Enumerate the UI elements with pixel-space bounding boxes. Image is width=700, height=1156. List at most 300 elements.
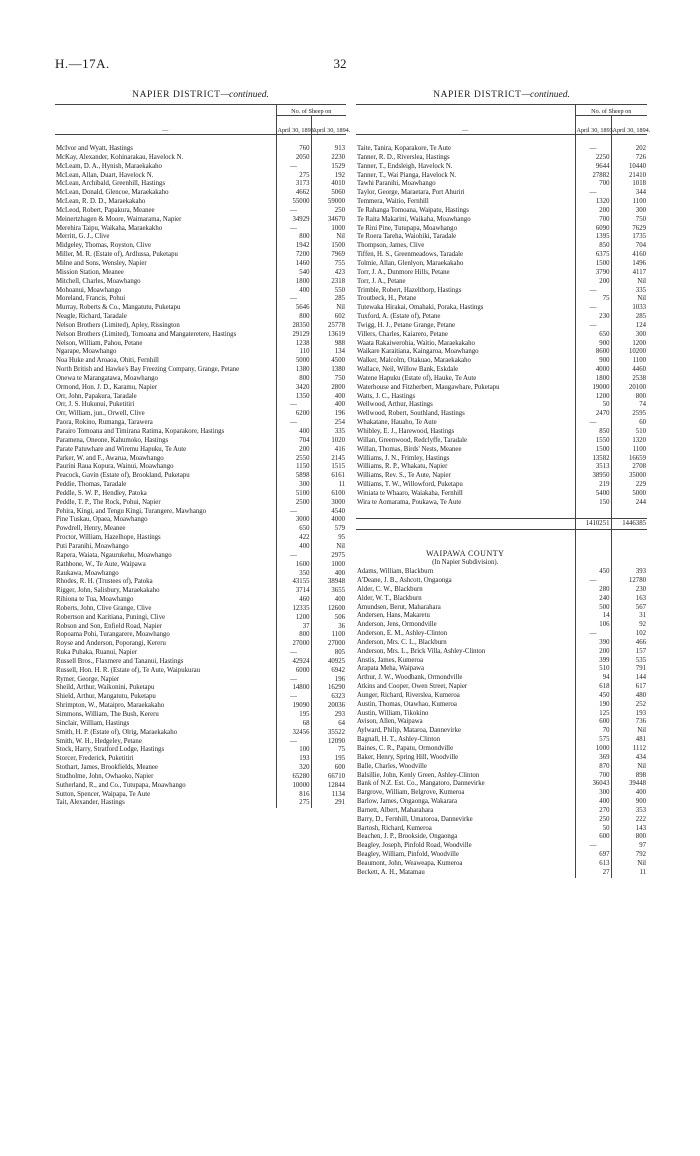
- table-row: [55, 189, 346, 198]
- table-row: [356, 710, 647, 719]
- sheep-count-1894: 481: [635, 736, 646, 744]
- table-row: [55, 366, 346, 375]
- sheep-count-1894: 416: [334, 445, 345, 453]
- owner-name: A'Deane, J. B., Ashcott, Ongaonga: [357, 576, 452, 584]
- sheep-count-1893: 5646: [276, 304, 311, 313]
- owner-name: Storcer, Frederick, Puketitiri: [56, 755, 134, 763]
- sheep-count-1894: 157: [635, 647, 646, 655]
- table-row: [55, 799, 346, 808]
- owner-name: Waterhouse and Fitzherbert, Maugawhare, Puketapu: [357, 383, 500, 391]
- table-row: [356, 322, 647, 331]
- sheep-count-1893: —: [276, 207, 311, 216]
- sheep-count-1894: 12090: [328, 737, 345, 745]
- owner-name: Mitchell, Charles, Moawhango: [56, 277, 141, 285]
- sheep-count-1894: 97: [639, 842, 646, 850]
- sheep-count-1894: 250: [334, 206, 345, 214]
- table-row: [356, 437, 647, 446]
- owner-name: McLean, Allan, Duart, Havelock N.: [56, 171, 154, 179]
- sheep-count-1894: 12844: [328, 781, 345, 789]
- document-reference: H.—17A.: [55, 56, 110, 71]
- sheep-count-1893: 1550: [575, 437, 611, 446]
- sheep-count-1893: 38950: [575, 472, 611, 481]
- table-row: [356, 225, 647, 234]
- sheep-count-1894: 293: [334, 711, 345, 718]
- owner-name: Willan, Thomas, Birds' Nests, Meanee: [357, 445, 462, 453]
- right-table-body: [356, 135, 647, 508]
- table-row: [356, 251, 647, 260]
- table-row: [356, 242, 647, 251]
- owner-name: Williams, J. N., Frimley, Hastings: [357, 454, 450, 462]
- sheep-count-1894: 36: [338, 622, 345, 630]
- sheep-count-1894: Nil: [637, 277, 646, 285]
- owner-name: Beckett, A. H., Matamau: [357, 868, 425, 876]
- table-row: [356, 233, 647, 242]
- sheep-count-1893: 150: [575, 499, 611, 508]
- sheep-count-1893: —: [276, 676, 311, 685]
- table-row: [356, 145, 647, 154]
- owner-name: Parate Patuwhare and Wiremu Hapuku, Te Aute: [56, 445, 187, 453]
- table-row: [55, 490, 346, 499]
- left-table-body: [55, 135, 346, 809]
- right-sheep-table: [356, 104, 651, 878]
- owner-name: Temmera, Waitio, Fernhill: [357, 198, 429, 206]
- page-header: [55, 56, 625, 74]
- sheep-count-1894: 434: [635, 753, 646, 761]
- sheep-count-1893: 2500: [276, 499, 311, 508]
- owner-name: McLeam, D. A., Hynish, Maraekakaho: [56, 162, 162, 170]
- owner-name: Robertson and Karitiana, Puningi, Clive: [56, 613, 166, 621]
- table-row: [55, 649, 346, 658]
- sheep-count-1893: —: [276, 508, 311, 517]
- owner-name: Miller, M. R. (Estate of), Ardlussa, Puketapu: [56, 251, 178, 259]
- table-row: [356, 692, 647, 701]
- table-row: [55, 384, 346, 393]
- owner-name: Studholme, John, Owhaoko, Napier: [56, 772, 154, 780]
- owner-name: Alder, W. T., Blackburn: [357, 594, 422, 602]
- owner-name: Raukawa, Moawhango: [56, 569, 119, 577]
- table-row: [356, 472, 647, 481]
- sheep-count-1893: 3000: [276, 516, 311, 525]
- table-row: [356, 499, 647, 508]
- sheep-count-1894: 1100: [632, 445, 646, 453]
- owner-name: Ngarape, Moawhango: [56, 348, 117, 356]
- sheep-count-1893: 190: [575, 701, 611, 710]
- owner-name: Shrimpton, W., Mataipro, Maraekakaho: [56, 702, 165, 710]
- table-row: [356, 278, 647, 287]
- sheep-count-1894: 2318: [331, 277, 345, 285]
- table-row: [55, 357, 346, 366]
- sheep-count-1894: 4160: [632, 251, 646, 259]
- table-row: [55, 481, 346, 490]
- owner-name: Pehira, Kingi, and Tengu Kingi, Turangere, Mawhango: [56, 507, 207, 515]
- year-1893-header: April 30, 1893.: [276, 116, 311, 135]
- owner-name: Ruka Puhaka, Ruanui, Napier: [56, 649, 137, 657]
- owner-name: Beagley, Joseph, Pinfold Road, Woodville: [357, 842, 472, 850]
- owner-name: Barnett, Albert, Maharahara: [357, 806, 434, 814]
- sheep-count-1894: 506: [334, 613, 345, 621]
- sheep-count-1893: 4662: [276, 189, 311, 198]
- table-row: [55, 154, 346, 163]
- owner-name: Orr, William, jun., Orwell, Clive: [56, 410, 145, 418]
- sheep-count-1894: 11: [338, 481, 345, 489]
- table-row: [356, 674, 647, 683]
- table-row: [356, 780, 647, 789]
- sheep-count-1894: 535: [635, 656, 646, 664]
- sheep-count-1893: —: [276, 738, 311, 747]
- sheep-count-1893: 618: [575, 683, 611, 692]
- owner-name: Atkins and Cooper, Owen Street, Napier: [357, 683, 468, 691]
- sheep-count-1894: 1100: [632, 357, 646, 365]
- total-row: [356, 518, 647, 530]
- owner-name: Noa Huke and Aroaoa, Ohiti, Fernhill: [56, 357, 159, 365]
- sheep-count-1893: 125: [575, 710, 611, 719]
- owner-name: Villers, Charles, Kaiarero, Petane: [357, 330, 448, 338]
- table-row: [356, 154, 647, 163]
- sheep-count-1894: 192: [334, 171, 345, 179]
- owner-name: Watene Hapuku (Estate of), Hauke, Te Aute: [357, 374, 477, 382]
- sheep-count-1893: —: [575, 189, 611, 198]
- sheep-count-1894: 1112: [632, 745, 646, 752]
- table-row: [356, 481, 647, 490]
- sheep-count-1893: 2470: [575, 410, 611, 419]
- owner-name: Murray, Roberts & Co., Mangatutu, Puketapu: [56, 304, 181, 312]
- total-1893: 1410251: [575, 518, 611, 530]
- owner-name: Torr, J. A., Dunmore Hills, Petane: [357, 268, 450, 276]
- sheep-count-1894: 39448: [629, 780, 646, 788]
- district-name: NAPIER DISTRICT: [433, 90, 522, 100]
- table-row: [356, 269, 647, 278]
- table-row: [356, 665, 647, 674]
- sheep-count-1893: —: [575, 287, 611, 296]
- owner-name: Andersen, Hans, Makaretu: [357, 612, 430, 620]
- sheep-count-1893: —: [575, 577, 611, 586]
- sheep-count-header: No. of Sheep on: [575, 105, 647, 116]
- sheep-count-1894: 31: [639, 612, 646, 620]
- table-row: [356, 648, 647, 657]
- sheep-count-1893: 650: [276, 525, 311, 534]
- table-row: [356, 860, 647, 869]
- sheep-count-1894: 252: [635, 700, 646, 708]
- table-row: [55, 782, 346, 791]
- owner-name: Russell Bros., Flaxmere and Tananui, Hastings: [56, 657, 184, 665]
- table-row: [55, 764, 346, 773]
- sheep-count-1894: 1134: [331, 790, 345, 798]
- table-row: [55, 746, 346, 755]
- sheep-count-1893: 1500: [575, 446, 611, 455]
- sheep-count-1894: 196: [334, 675, 345, 683]
- owner-name: Rymer, George, Napier: [56, 675, 120, 683]
- owner-name: Baker, Henry, Spring Hill, Woodville: [357, 753, 459, 761]
- sheep-count-1894: 4000: [331, 516, 345, 524]
- owner-name: Shield, Arthur, Mangatutu, Puketapu: [56, 693, 156, 701]
- sheep-count-1893: 1238: [276, 340, 311, 349]
- sheep-count-1893: 1500: [575, 260, 611, 269]
- table-row: [55, 455, 346, 464]
- table-row: [356, 825, 647, 834]
- sheep-count-1893: 2050: [276, 154, 311, 163]
- table-row: [55, 393, 346, 402]
- table-row: [55, 755, 346, 764]
- sheep-count-1894: 1200: [632, 339, 646, 347]
- county-subtitle-row: [356, 559, 647, 568]
- owner-name: Stock, Harry, Stratford Lodge, Hastings: [56, 746, 165, 754]
- sheep-count-1894: 27000: [328, 640, 345, 648]
- table-row: [356, 807, 647, 816]
- sheep-count-1894: 3000: [331, 498, 345, 506]
- sheep-count-1893: 320: [276, 764, 311, 773]
- owner-name: McIvor and Wyatt, Hastings: [56, 145, 133, 152]
- sheep-count-1894: 20036: [328, 702, 345, 710]
- owner-name: McLean, Donald, Glencoe, Maraekakaho: [56, 189, 169, 197]
- sheep-count-1894: 393: [635, 568, 646, 576]
- sheep-count-header: No. of Sheep on: [276, 105, 346, 116]
- table-row: [356, 869, 647, 878]
- owner-name: Beachen, J. P., Brookside, Ongaonga: [357, 833, 458, 841]
- table-row: [55, 216, 346, 225]
- owner-column-header: —: [356, 105, 575, 135]
- owner-name: Nelson Brothers (Limited), Tomoana and Mangateretere, Hastings: [56, 330, 237, 338]
- owner-name: Milne and Sons, Wensley, Napier: [56, 259, 147, 267]
- table-row: [55, 251, 346, 260]
- table-row: [356, 366, 647, 375]
- sheep-count-1894: 550: [334, 286, 345, 294]
- owner-name: Beagley, William, Pinfold, Woodville: [357, 851, 459, 859]
- sheep-count-1894: 6100: [331, 489, 345, 497]
- sheep-count-1893: 3173: [276, 180, 311, 189]
- owner-name: Barlow, James, Ongaonga, Wakarara: [357, 798, 458, 806]
- sheep-count-1894: 222: [635, 815, 646, 823]
- table-row: [356, 172, 647, 181]
- sheep-count-1894: 423: [334, 268, 345, 276]
- sheep-count-1893: 110: [276, 348, 311, 357]
- sheep-count-1893: 280: [575, 586, 611, 595]
- owner-name: Williams, Rev. S., Te Aute, Napier: [357, 472, 451, 480]
- sheep-count-1893: 5100: [276, 490, 311, 499]
- sheep-count-1894: 4010: [331, 180, 345, 188]
- sheep-count-1894: 230: [635, 585, 646, 593]
- sheep-count-1893: 1200: [575, 393, 611, 402]
- sheep-count-1893: 850: [575, 428, 611, 437]
- owner-name: Avison, Allen, Waipawa: [357, 718, 423, 726]
- owner-name: Whibley, E. J., Harewood, Hastings: [357, 428, 455, 435]
- table-row: [356, 798, 647, 807]
- sheep-count-1893: 300: [575, 789, 611, 798]
- sheep-count-1893: 6200: [276, 410, 311, 419]
- sheep-count-1894: 335: [334, 428, 345, 435]
- sheep-count-1894: 4540: [331, 507, 345, 515]
- sheep-count-1894: Nil: [637, 727, 646, 735]
- sheep-count-1893: 270: [575, 807, 611, 816]
- sheep-count-1894: 16659: [629, 454, 646, 462]
- table-row: [55, 410, 346, 419]
- sheep-count-1894: 195: [334, 755, 345, 763]
- owner-name: Watts, J. C., Hastings: [357, 392, 416, 400]
- sheep-count-1894: 1529: [331, 162, 345, 170]
- owner-name: Anderson, Mrs. C. L., Blackburn: [357, 638, 447, 646]
- owner-name: Smith, H. P. (Estate of), Olrig, Maraekakaho: [56, 728, 177, 736]
- sheep-count-1893: 55000: [276, 198, 311, 207]
- sheep-count-1893: 200: [575, 207, 611, 216]
- owner-name: Thompson, James, Clive: [357, 242, 425, 250]
- sheep-count-1894: 704: [635, 242, 646, 250]
- sheep-count-1893: 6000: [276, 667, 311, 676]
- sheep-count-1894: 6942: [331, 666, 345, 674]
- owner-name: Stothart, James, Brookfields, Meanee: [56, 764, 158, 772]
- sheep-count-1894: 134: [334, 348, 345, 356]
- sheep-count-1894: 805: [334, 649, 345, 657]
- page-number: 32: [333, 56, 347, 71]
- owner-name: Whakatane, Hauaho, Te Aute: [357, 419, 437, 427]
- owner-name: Tait, Alexander, Hastings: [56, 799, 125, 807]
- sheep-count-1894: 567: [635, 603, 646, 611]
- owner-name: McLean, Archibald, Greenhill, Hastings: [56, 180, 166, 188]
- sheep-count-1894: 25778: [328, 321, 345, 329]
- total-1894: 1446385: [611, 518, 647, 530]
- table-row: [55, 516, 346, 525]
- sheep-count-1894: 2800: [331, 383, 345, 391]
- table-row: [55, 145, 346, 154]
- sheep-count-1894: 353: [635, 806, 646, 814]
- county-heading-row: [356, 550, 647, 559]
- sheep-count-1893: 613: [575, 860, 611, 869]
- sheep-count-1894: 21410: [629, 171, 646, 179]
- table-row: [55, 711, 346, 720]
- sheep-count-1894: 202: [635, 145, 646, 152]
- owner-name: Nelson, William, Pahou, Petane: [56, 339, 143, 347]
- owner-name: Bagnall, H. T., Ashley-Clinton: [357, 736, 441, 744]
- owner-name: Paora, Rokino, Rumanga, Tarawera: [56, 419, 153, 427]
- table-row: [55, 667, 346, 676]
- owner-name: Ropoama Pohi, Turangarere, Moawhango: [56, 631, 170, 639]
- table-row: [55, 428, 346, 437]
- sheep-count-1894: 229: [635, 481, 646, 489]
- table-row: [55, 287, 346, 296]
- sheep-count-1893: —: [276, 419, 311, 428]
- sheep-count-1894: 1033: [632, 304, 646, 312]
- sheep-count-1894: 1000: [331, 224, 345, 232]
- sheep-count-1894: 193: [635, 709, 646, 717]
- owner-name: Anderson, Mrs. L., Brick Villa, Ashley-Clinton: [357, 647, 486, 655]
- sheep-count-1893: 697: [575, 851, 611, 860]
- table-row: [55, 419, 346, 428]
- owner-name: Rapera, Waiata, Ngaurukehu, Moawhango: [56, 551, 172, 559]
- county-title: WAIPAWA COUNTY: [426, 549, 505, 559]
- table-row: [356, 586, 647, 595]
- sheep-count-1893: 800: [276, 631, 311, 640]
- owner-name: Merehira Taipu, Waikaha, Maraekakho: [56, 224, 163, 232]
- sheep-count-1894: 1735: [632, 233, 646, 241]
- owner-name: Bartosh, Richard, Kumeroa: [357, 824, 432, 832]
- table-row: [55, 534, 346, 543]
- sheep-count-1893: 3790: [575, 269, 611, 278]
- table-row: [55, 180, 346, 189]
- sheep-count-1894: 335: [635, 286, 646, 294]
- sheep-count-1893: 1200: [276, 614, 311, 623]
- sheep-count-1893: 195: [276, 711, 311, 720]
- table-row: [356, 736, 647, 745]
- sheep-count-1893: 2550: [276, 455, 311, 464]
- owner-name: Wira te Aomarama, Poukawa, Te Aute: [357, 498, 462, 506]
- sheep-count-1894: 2975: [331, 551, 345, 559]
- sheep-count-1893: 7200: [276, 251, 311, 260]
- sheep-count-1894: 35522: [328, 728, 345, 736]
- owner-name: Nelson Brothers (Limited), Apley, Rissington: [56, 321, 180, 329]
- sheep-count-1894: Nil: [336, 233, 345, 241]
- sheep-count-1894: 1100: [632, 198, 646, 206]
- sheep-count-1893: 240: [575, 595, 611, 604]
- sheep-count-1893: 1395: [575, 233, 611, 242]
- table-row: [356, 287, 647, 296]
- sheep-count-1894: 102: [635, 630, 646, 638]
- sheep-count-1893: 27882: [575, 172, 611, 181]
- sheep-count-1893: 3714: [276, 587, 311, 596]
- table-row: [55, 525, 346, 534]
- sheep-count-1893: 1800: [276, 278, 311, 287]
- sheep-count-1893: 399: [575, 657, 611, 666]
- table-row: [55, 658, 346, 667]
- sheep-count-1893: 6090: [575, 225, 611, 234]
- owner-name: Rigger, John, Salisbury, Maraekakaho: [56, 587, 160, 595]
- sheep-count-1893: 68: [276, 720, 311, 729]
- sheep-count-1893: —: [276, 693, 311, 702]
- sheep-count-1893: 19090: [276, 702, 311, 711]
- sheep-count-1893: 850: [575, 242, 611, 251]
- owner-name: Wallace, Neil, Willow Bank, Eskdale: [357, 366, 459, 374]
- sheep-count-1893: 1320: [575, 198, 611, 207]
- owner-name: Mission Station, Meanee: [56, 268, 124, 276]
- sheep-count-1894: 66710: [328, 772, 345, 780]
- sheep-count-1894: 617: [635, 683, 646, 691]
- sheep-count-1893: —: [575, 842, 611, 851]
- sheep-count-1893: —: [575, 145, 611, 154]
- owner-name: Rihiona te Tua, Moawhango: [56, 596, 134, 604]
- table-row: [356, 763, 647, 772]
- sheep-count-1894: 95: [338, 534, 345, 542]
- owner-name: Bank of N.Z. Est. Co., Mangatoro, Dannevirke: [357, 780, 485, 788]
- owner-name: North British and Hawke's Bay Freezing Company, Grange, Petane: [56, 366, 240, 374]
- sheep-count-1893: 400: [276, 287, 311, 296]
- year-1894-header: April 30, 1894.: [611, 116, 647, 135]
- sheep-count-1893: —: [575, 630, 611, 639]
- sheep-count-1893: 816: [276, 791, 311, 800]
- sheep-count-1894: 12600: [328, 604, 345, 612]
- sheep-count-1893: 13582: [575, 455, 611, 464]
- county-subtitle: (In Napier Subdivision).: [432, 559, 499, 567]
- table-row: [55, 499, 346, 508]
- table-row: [55, 295, 346, 304]
- sheep-count-1893: —: [276, 401, 311, 410]
- sheep-count-1894: 726: [635, 153, 646, 161]
- sheep-count-1893: 42924: [276, 658, 311, 667]
- sheep-count-1893: 12335: [276, 605, 311, 614]
- owner-name: Aunger, Richard, Riverslea, Kumeroa: [357, 691, 460, 699]
- sheep-count-1894: 6323: [331, 693, 345, 701]
- sheep-count-1894: 510: [635, 428, 646, 435]
- table-row: [356, 189, 647, 198]
- owner-name: Wellwood, Robert, Southland, Hastings: [357, 410, 465, 418]
- owner-name: Te Rahanga Tomoana, Waipatu, Hastings: [357, 206, 469, 214]
- sheep-count-1894: 988: [334, 339, 345, 347]
- sheep-count-1893: 75: [575, 295, 611, 304]
- sheep-count-1893: 6375: [575, 251, 611, 260]
- sheep-count-1893: 1942: [276, 242, 311, 251]
- sheep-count-1893: 422: [276, 534, 311, 543]
- sheep-count-1894: 602: [334, 313, 345, 321]
- owner-name: Paramena, Oneone, Kahumoko, Hastings: [56, 436, 169, 444]
- sheep-count-1894: 898: [635, 771, 646, 779]
- table-row: [356, 313, 647, 322]
- county-table-body: [356, 568, 647, 878]
